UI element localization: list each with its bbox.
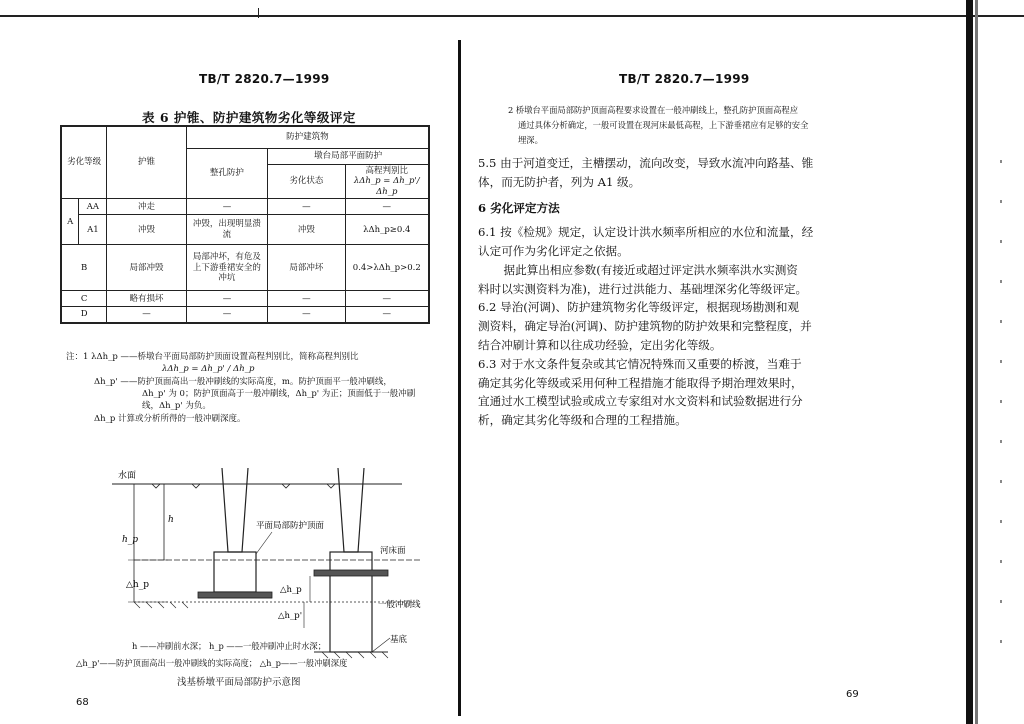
cell-ratio: — [345, 199, 429, 215]
label-dh: △h_p [126, 580, 149, 590]
note-4: 线，Δh_p' 为负。 [142, 401, 211, 412]
cell-hole: — [186, 291, 267, 307]
cell-hole: — [186, 307, 267, 323]
para-6-2-b: 测资料，确定导治(河调)、防护建筑物的防护效果和完整程度，并 [478, 319, 812, 334]
label-dhp: △h_p [280, 585, 302, 595]
cell-state: — [268, 307, 345, 323]
table-row [61, 291, 429, 307]
scan-artifact [1000, 160, 1002, 660]
table-row [61, 215, 429, 245]
para-5-5-b: 体，而无防护者，列为 A1 级。 [478, 174, 641, 189]
cell-cone: 略有损坏 [107, 291, 186, 307]
para-6-1-a: 6.1 按《检规》规定，认定设计洪水频率所相应的水位和流量，经 [478, 225, 814, 240]
cell-grade-main: A [61, 199, 79, 245]
top-rule [0, 15, 1024, 17]
cell-ratio: — [345, 307, 429, 323]
cell-state: 局部冲坏 [268, 245, 345, 291]
label-water-surface: 水面 [118, 471, 137, 481]
header-height-ratio-label: 高程判别比 [365, 165, 409, 176]
cell-hole: 冲毁，出现明显溃流 [186, 215, 267, 245]
para-6-2-a: 6.2 导治(河调)、防护建筑物劣化等级评定，根据现场勘测和观 [478, 300, 800, 315]
diagram-caption-1: h ——冲刷前水深； h_p ——一般冲刷冲止时水深； [132, 641, 326, 651]
header-state: 劣化状态 [268, 164, 345, 199]
book-spine [458, 40, 461, 716]
label-foundation: 基底 [390, 635, 408, 645]
note-formula: λΔh_p = Δh_p' / Δh_p [162, 364, 255, 375]
cell-hole: 局部冲坏，有危及上下游垂裙安全的冲坑 [186, 245, 267, 291]
cell-cone: 冲毁 [107, 215, 186, 245]
note-2-line-a: 2 桥墩台平面局部防护顶面高程要求设置在一般冲刷线上，整孔防护顶面高程应 [508, 105, 799, 115]
cell-grade: D [61, 307, 107, 323]
header-height-ratio [345, 164, 429, 199]
label-h: h [168, 515, 174, 525]
note-5: Δh_p 计算或分析所得的一般冲刷深度。 [94, 413, 246, 424]
diagram-title: 浅基桥墩平面局部防护示意图 [177, 677, 301, 688]
scan-edge-light [975, 0, 978, 724]
note-2-line-c: 埋深。 [518, 135, 543, 145]
scan-edge-dark [966, 0, 973, 724]
diagram-caption-2: △h_p'——防护顶面高出一般冲刷线的实际高度； △h_p——一般冲刷深度 [76, 658, 348, 668]
para-6-3-a: 6.3 对于水文条件复杂或其它情况特殊而又重要的桥渡，当难于 [478, 356, 802, 371]
cell-state: 冲毁 [268, 215, 345, 245]
cell-cone: — [107, 307, 186, 323]
pier-protection-diagram [82, 462, 442, 670]
cell-hole: — [186, 199, 267, 215]
para-6-3-b: 确定其劣化等级或采用何种工程措施才能取得予期治理效果时， [478, 375, 803, 390]
label-scour-line: 一般冲刷线 [378, 600, 421, 610]
cell-grade: B [61, 245, 107, 291]
cell-ratio: — [345, 291, 429, 307]
cell-ratio: λΔh_p≥0.4 [345, 215, 429, 245]
cell-state: — [268, 199, 345, 215]
table-row [61, 245, 429, 291]
cell-ratio: 0.4>λΔh_p>0.2 [345, 245, 429, 291]
cell-grade-sub: A1 [79, 215, 107, 245]
note-1: 注：1 λΔh_p ——桥墩台平面局部防护顶面设置高程判别比，简称高程判别比 [66, 352, 359, 362]
para-6-2-c: 结合冲刷计算和以往成功经验，定出劣化等级。 [478, 338, 722, 353]
label-dhp-prime: △h_p' [278, 611, 303, 621]
header-whole-hole: 整孔防护 [186, 148, 267, 199]
table-row [61, 199, 429, 215]
section-6-heading: 6 劣化评定方法 [478, 200, 560, 215]
para-6-1-b: 认定可作为劣化评定之依据。 [478, 244, 629, 259]
para-6-3-d: 析，确定其劣化等级和合理的工程措施。 [478, 413, 687, 428]
grade-table [60, 125, 430, 324]
right-page-body [478, 154, 948, 430]
cell-state: — [268, 291, 345, 307]
cell-cone: 局部冲毁 [107, 245, 186, 291]
note-3: Δh_p' 为 0；防护顶面高于一般冲刷线，Δh_p' 为正；顶面低于一般冲刷 [142, 388, 416, 399]
note-2-line-b: 通过具体分析确定，一般可设置在现河床最低高程，上下游垂裙应有足够的安全 [518, 120, 809, 130]
para-6-1-d: 料时以实测资料为准)，进行过洪能力、基础埋深劣化等级评定。 [478, 281, 808, 296]
note-2: Δh_p' ——防护顶面高出一般冲刷线的实际高度，m。防护顶面平一般冲刷线， [94, 376, 392, 387]
cell-grade: C [61, 291, 107, 307]
left-page-header: TB/T 2820.7—1999 [199, 72, 330, 86]
para-5-5-a: 5.5 由于河道变迁，主槽摆动，流向改变，导致水流冲向路基、锥 [478, 156, 814, 170]
header-cone: 护锥 [107, 126, 186, 199]
table-title: 表 6 护锥、防护建筑物劣化等级评定 [142, 110, 356, 125]
header-protective: 防护建筑物 [186, 126, 429, 148]
header-local: 墩台局部平面防护 [268, 148, 429, 164]
cell-grade-sub: AA [79, 199, 107, 215]
page-number-right: 69 [846, 689, 859, 700]
header-grade: 劣化等级 [61, 126, 107, 199]
para-6-1-c: 据此算出相应参数(有接近或超过评定洪水频率洪水实测资 [503, 262, 798, 277]
label-hp: h_p [122, 535, 139, 545]
label-riverbed: 河床面 [380, 546, 406, 556]
label-top-face: 平面局部防护顶面 [256, 521, 325, 531]
top-rule-tick [258, 8, 259, 18]
page-number-left: 68 [76, 697, 89, 708]
table-row [61, 307, 429, 323]
right-page-header: TB/T 2820.7—1999 [619, 72, 750, 86]
cell-cone: 冲走 [107, 199, 186, 215]
header-height-formula: λΔh_p = Δh_p'/Δh_p [353, 176, 420, 197]
para-6-3-c: 宜通过水工模型试验或成立专家组对水文资料和试验数据进行分 [478, 394, 803, 409]
table-notes [66, 351, 441, 425]
